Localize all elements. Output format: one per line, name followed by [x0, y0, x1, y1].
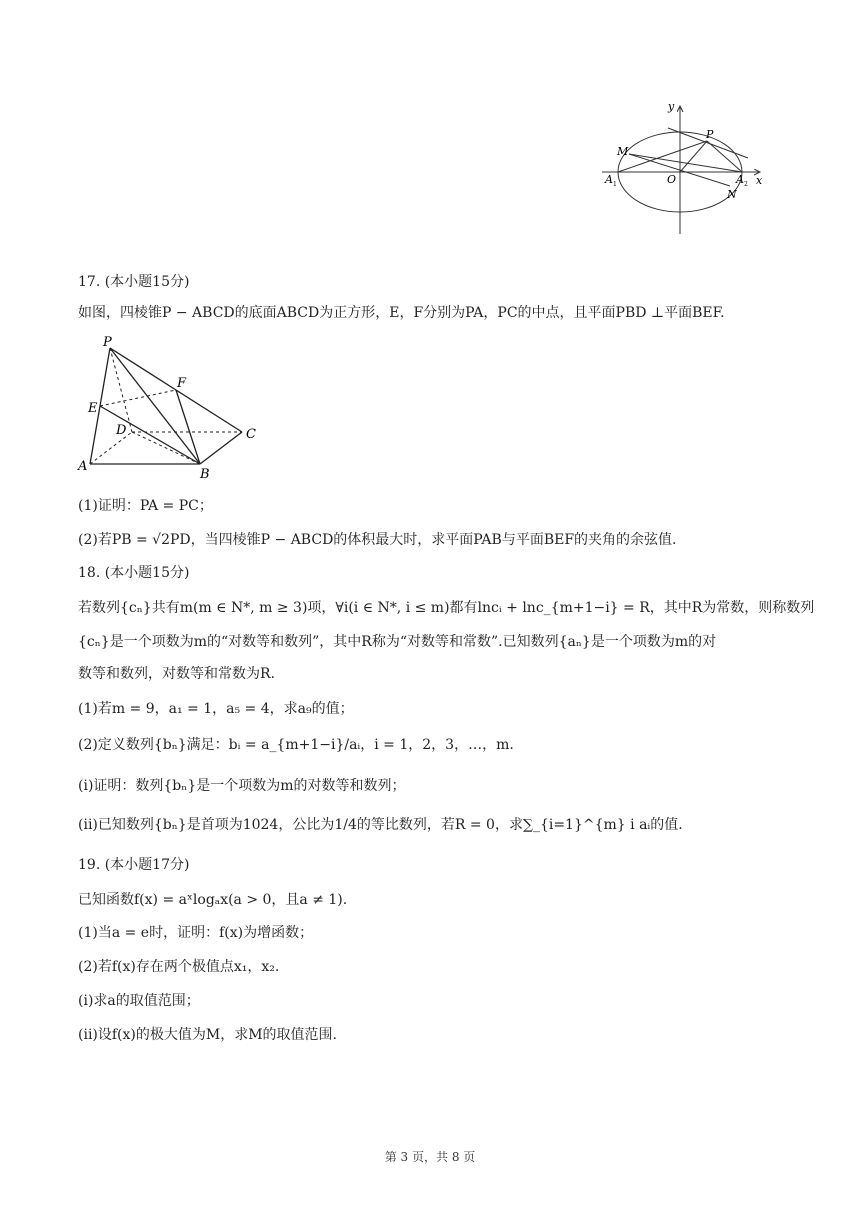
q17-stem: 如图，四棱锥P − ABCD的底面ABCD为正方形，E，F分别为PA，PC的中点，且平面PBD ⊥平面BEF.: [78, 305, 725, 321]
q18-part2ii: (ii)已知数列{bₙ}是首项为1024，公比为1/4的等比数列，若R = 0，求∑_{i=1}^{m} i aᵢ的值.: [78, 817, 683, 833]
label-M: M: [617, 145, 629, 158]
ellipse-figure: [596, 100, 776, 240]
q19-stem: 已知函数f(x) = aˣlogₐx(a > 0，且a ≠ 1).: [78, 892, 348, 908]
q19-part2: (2)若f(x)存在两个极值点x₁，x₂.: [78, 959, 280, 975]
label-F: F: [177, 376, 187, 391]
q18-stem-line3: 数等和数列，对数等和常数为R.: [78, 666, 275, 682]
q18-stem-line2: {cₙ}是一个项数为m的“对数等和数列”，其中R称为“对数等和常数”.已知数列{aₙ}是一个项数为m的对: [78, 634, 717, 650]
q18-part1: (1)若m = 9，a₁ = 1，a₅ = 4，求a₉的值；: [78, 701, 354, 717]
q18-part2: (2)定义数列{bₙ}满足：bᵢ = a_{m+1−i}/aᵢ，i = 1，2，3，…，m.: [78, 737, 514, 753]
label-P: P: [706, 128, 714, 141]
label-O: O: [667, 173, 677, 186]
q18-header: 18. (本小题15分): [78, 565, 190, 581]
q19-part1: (1)当a = e时，证明：f(x)为增函数；: [78, 925, 314, 941]
q18-part2i: (i)证明：数列{bₙ}是一个项数为m的对数等和数列；: [78, 778, 406, 794]
pyramid-figure: [72, 332, 272, 482]
edge-EB: [100, 406, 200, 464]
label-D: D: [116, 423, 127, 438]
label-B: B: [200, 467, 210, 482]
q19-header: 19. (本小题17分): [78, 857, 190, 873]
label-A2-sub: 2: [744, 181, 748, 188]
q17-header: 17. (本小题15分): [78, 274, 190, 290]
label-A: A: [78, 459, 88, 474]
q17-part1: (1)证明：PA = PC；: [78, 498, 213, 514]
edge-EF: [100, 390, 176, 406]
label-N: N: [727, 188, 737, 201]
q18-stem-line1: 若数列{cₙ}共有m(m ∈ N*, m ≥ 3)项，∀i(i ∈ N*, i ≤ m)都有lncᵢ + lnc_{m+1−i} = R，其中R为常数，则称数列: [78, 600, 815, 616]
q19-part2i: (i)求a的取值范围；: [78, 993, 200, 1009]
label-A2: A: [736, 173, 744, 186]
edge-DB: [132, 432, 200, 464]
label-E: E: [88, 401, 98, 416]
q19-part2ii: (ii)设f(x)的极大值为M，求M的取值范围.: [78, 1027, 337, 1043]
q17-part2: (2)若PB = √2PD，当四棱锥P − ABCD的体积最大时，求平面PAB与平面BEF的夹角的余弦值.: [78, 532, 677, 548]
label-P: P: [103, 335, 112, 350]
page-footer: 第 3 页，共 8 页: [384, 1150, 476, 1164]
label-A1: A: [605, 173, 613, 186]
label-A1-sub: 1: [613, 181, 617, 188]
edge-BC: [200, 432, 242, 464]
edge-PB: [110, 348, 200, 464]
label-x: x: [756, 174, 763, 187]
label-C: C: [246, 427, 256, 442]
label-y: y: [668, 100, 675, 113]
